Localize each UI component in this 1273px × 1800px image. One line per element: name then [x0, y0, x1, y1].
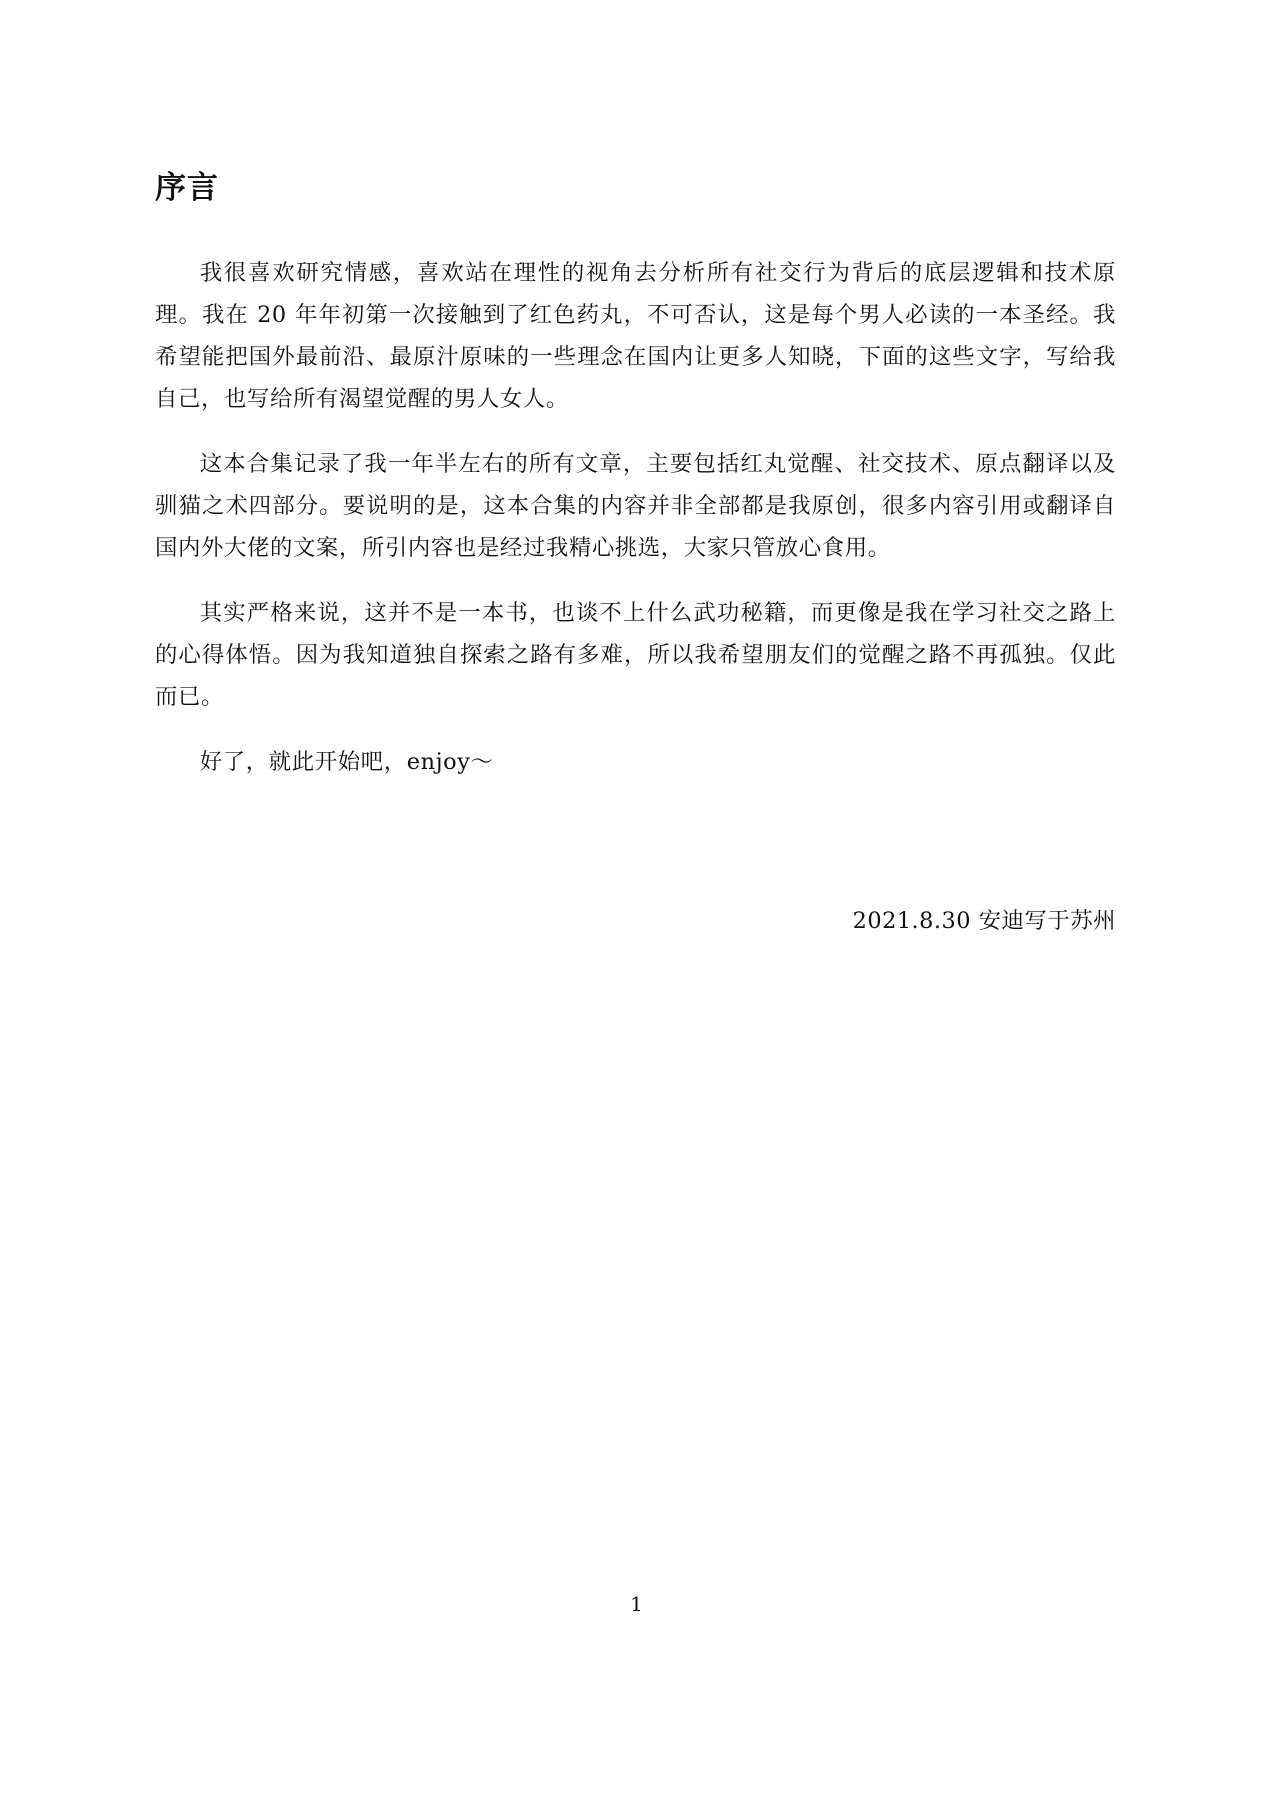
- paragraph: 好了，就此开始吧，enjoy～: [199, 749, 494, 775]
- preface-body: [155, 252, 1116, 798]
- signature-line: 2021.8.30 安迪写于苏州: [852, 908, 1116, 934]
- paragraph: 其实严格来说，这并不是一本书，也谈不上什么武功秘籍，而更像是我在学习社交之路上的心得体悟。因为我知道独自探索之路有多难，所以我希望朋友们的觉醒之路不再孤独。仅此而已。: [155, 600, 1116, 710]
- page-title: 序言: [155, 170, 219, 206]
- paragraph: 我很喜欢研究情感，喜欢站在理性的视角去分析所有社交行为背后的底层逻辑和技术原理。我在 20 年年初第一次接触到了红色药丸，不可否认，这是每个男人必读的一本圣经。我希望能把国外最前沿、最原汁原味的一些理念在国内让更多人知晓，下面的这些文字，写给我自己，也写给所有渴望觉醒的男人女人。: [155, 260, 1116, 412]
- page-number: 1: [630, 1592, 643, 1616]
- paragraph: 这本合集记录了我一年半左右的所有文章，主要包括红丸觉醒、社交技术、原点翻译以及驯猫之术四部分。要说明的是，这本合集的内容并非全部都是我原创，很多内容引用或翻译自国内外大佬的文案，所引内容也是经过我精心挑选，大家只管放心食用。: [155, 451, 1116, 561]
